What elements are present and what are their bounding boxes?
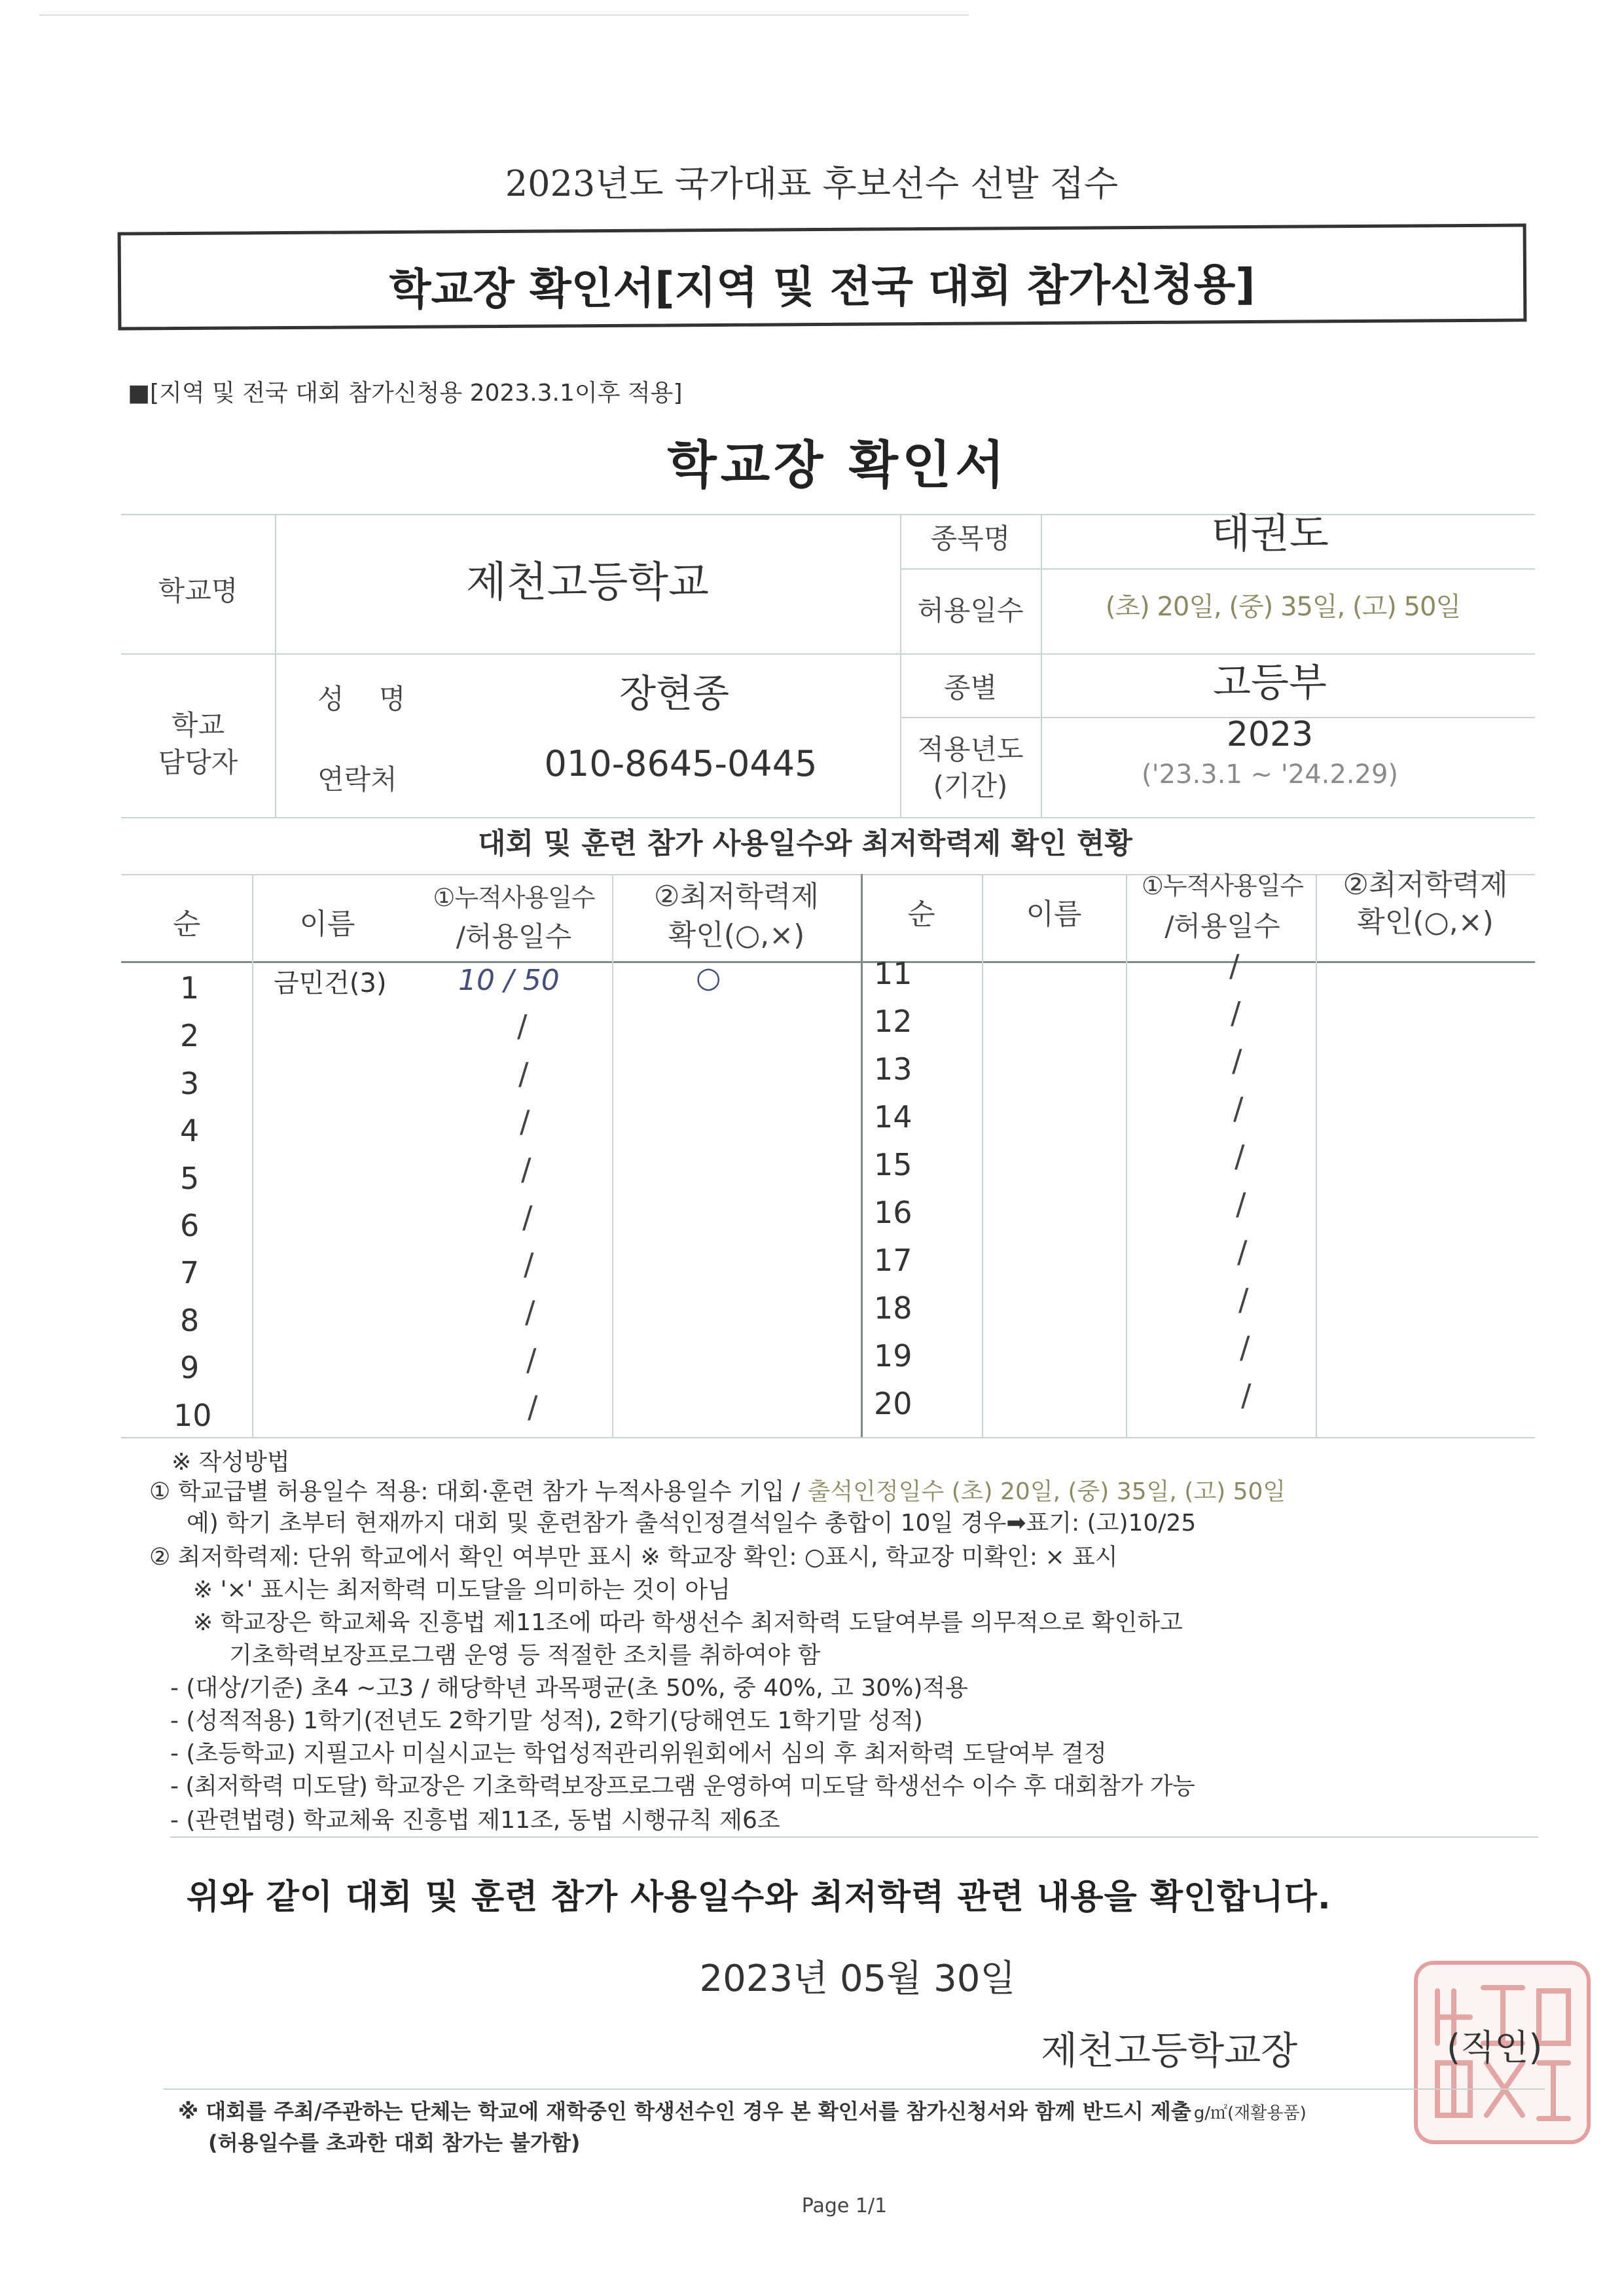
- row-days-slash: /: [1233, 1091, 1244, 1126]
- header-days-right-1: ①누적사용일수: [1141, 871, 1304, 900]
- row-number: 3: [180, 1066, 200, 1101]
- header-days-left-1: ①누적사용일수: [433, 883, 595, 912]
- instruction-line-2: 예) 학기 초부터 현재까지 대회 및 훈련참가 출석인정결석일수 총합이 10일 경우➡표기: (고)10/25: [187, 1510, 1197, 1537]
- row-days-slash: /: [520, 1104, 530, 1139]
- row-days-slash: /: [1232, 1043, 1242, 1078]
- row-days-slash: /: [517, 1008, 528, 1044]
- roster-table-line: [252, 874, 253, 1437]
- footer-divider: [164, 2088, 1545, 2090]
- roster-table-line: [612, 874, 613, 1437]
- row-number: 17: [874, 1243, 912, 1278]
- top-heading: 2023년도 국가대표 후보선수 선발 접수: [505, 163, 1119, 204]
- manager-label-line1: 학교: [171, 709, 225, 741]
- status-title: 대회 및 훈련 참가 사용일수와 최저학력제 확인 현황: [478, 827, 1132, 860]
- row-number: 11: [874, 956, 912, 991]
- row-number: 1: [180, 970, 200, 1006]
- header-no-left: 순: [172, 907, 201, 941]
- row-days-slash: /: [1238, 1282, 1249, 1317]
- info-table-line: [900, 568, 1535, 570]
- row-days-slash: /: [1231, 995, 1241, 1030]
- instructions-divider: [170, 1836, 1538, 1838]
- row-days-slash: /: [521, 1152, 532, 1187]
- row-number: 16: [874, 1195, 912, 1230]
- principal-signature-line: 제천고등학교장: [1041, 2028, 1298, 2073]
- row-number: 9: [180, 1350, 200, 1385]
- row-number: 12: [874, 1004, 912, 1039]
- instruction-line-5: ※ 학교장은 학교체육 진흥법 제11조에 따라 학생선수 최저학력 도달여부를 의무적으로 확인하고: [193, 1609, 1183, 1636]
- row-number: 20: [874, 1386, 912, 1421]
- instruction-line-4: ※ '×' 표시는 최저학력 미도달을 의미하는 것이 아님: [193, 1576, 731, 1603]
- header-check-left-2: 확인(○,×): [668, 919, 805, 952]
- row-days-slash: /: [518, 1056, 529, 1091]
- row-days-slash: /: [1235, 1139, 1245, 1174]
- instruction-line-3: ② 최저학력제: 단위 학교에서 확인 여부만 표시 ※ 학교장 확인: ○표시, 학교장 미확인: × 표시: [149, 1544, 1118, 1571]
- row-name: 금민건(3): [274, 968, 387, 998]
- row-days-slash: /: [522, 1199, 533, 1235]
- roster-table-line: [861, 874, 863, 1437]
- instruction-line-9: - (초등학교) 지필고사 미실시교는 학업성적관리위원회에서 심의 후 최저학력 도달여부 결정: [170, 1740, 1107, 1767]
- row-days-slash: /: [524, 1247, 534, 1282]
- issue-date: 2023년 05월 30일: [699, 1958, 1016, 2000]
- row-number: 13: [874, 1051, 912, 1087]
- row-days-slash: /: [526, 1342, 537, 1377]
- header-check-left-1: ②최저학력제: [654, 880, 819, 913]
- school-name-value: 제천고등학교: [466, 558, 709, 607]
- row-number: 8: [180, 1303, 200, 1338]
- header-check-right-1: ②최저학력제: [1343, 868, 1508, 902]
- instruction-line-10: - (최저학력 미도달) 학교장은 기초학력보장프로그램 운영하여 미도달 학생선수 이수 후 대회참가 가능: [170, 1773, 1195, 1800]
- applicability-note: ■[지역 및 전국 대회 참가신청용 2023.3.1이후 적용]: [128, 380, 683, 407]
- row-number: 6: [180, 1208, 200, 1243]
- instruction-line-6: 기초학력보장프로그램 운영 등 적절한 조치를 취하여야 함: [229, 1642, 821, 1669]
- footer-note-1: [178, 2095, 1307, 2125]
- year-period: ('23.3.1 ~ '24.2.29): [1141, 759, 1399, 790]
- year-label-line2: (기간): [933, 770, 1008, 802]
- instruction-line-1: [149, 1473, 1286, 1506]
- row-number: 15: [874, 1147, 912, 1182]
- header-name-left: 이름: [299, 907, 355, 941]
- row-days-slash: /: [525, 1294, 535, 1330]
- row-number: 14: [874, 1099, 912, 1135]
- row-days-slash: /: [1236, 1186, 1246, 1222]
- sport-label: 종목명: [930, 522, 1011, 555]
- person-name-value: 장현종: [619, 671, 730, 716]
- info-table-line: [121, 817, 1535, 818]
- row-days-slash: /: [1240, 1330, 1250, 1365]
- division-value: 고등부: [1213, 660, 1327, 706]
- title-box-text: 학교장 확인서[지역 및 전국 대회 참가신청용]: [389, 259, 1255, 316]
- scan-edge-line: [39, 14, 969, 16]
- row-number: 2: [180, 1018, 200, 1053]
- instruction-line-11: - (관련법령) 학교체육 진흥법 제11조, 동법 시행규칙 제6조: [170, 1807, 780, 1834]
- row-check-handwritten: ○: [696, 961, 721, 994]
- row-days-slash: /: [1241, 1377, 1252, 1413]
- contact-label: 연락처: [317, 763, 397, 795]
- school-name-label: 학교명: [158, 575, 238, 607]
- row-days-slash: /: [1237, 1234, 1248, 1269]
- confirmation-text: 위와 같이 대회 및 훈련 참가 사용일수와 최저학력 관련 내용을 확인합니다.: [187, 1878, 1331, 1917]
- allowed-days-value: (초) 20일, (중) 35일, (고) 50일: [1105, 592, 1461, 622]
- allowed-days-label: 허용일수: [917, 594, 1024, 627]
- roster-table-line: [121, 1437, 1535, 1438]
- document-title: 학교장 확인서: [667, 436, 1009, 495]
- year-value: 2023: [1226, 715, 1314, 754]
- row-days-slash: /: [528, 1389, 538, 1425]
- header-days-left-2: /허용일수: [456, 920, 572, 953]
- division-label: 종별: [943, 672, 998, 704]
- year-label-line1: 적용년도: [917, 733, 1024, 765]
- roster-table-line: [982, 874, 983, 1437]
- row-days-slash: /: [1229, 948, 1240, 983]
- row-number: 4: [180, 1113, 200, 1148]
- instruction-line-7: - (대상/기준) 초4 ~고3 / 해당학년 과목평균(초 50%, 중 40%, 고 30%)적용: [170, 1675, 968, 1702]
- instruction-line-1-highlight: 출석인정일수 (초) 20일, (중) 35일, (고) 50일: [807, 1478, 1286, 1505]
- seal-mark-text: (직인): [1447, 2027, 1543, 2068]
- row-days-handwritten: 10 / 50: [458, 964, 560, 997]
- header-name-right: 이름: [1026, 898, 1082, 931]
- paper-spec: g/㎡(재활용품): [1193, 2104, 1307, 2123]
- row-number: 7: [180, 1255, 200, 1290]
- roster-table-line: [1316, 874, 1317, 1437]
- title-box: [118, 223, 1527, 330]
- page-number: Page 1/1: [801, 2195, 888, 2217]
- instructions-heading: ※ 작성방법: [171, 1449, 290, 1476]
- person-name-label: 성 명: [317, 683, 406, 715]
- sport-value: 태권도: [1211, 509, 1329, 557]
- manager-label-line2: 담당자: [158, 746, 238, 778]
- header-no-right: 순: [907, 898, 935, 931]
- row-number: 5: [180, 1161, 200, 1196]
- roster-table-line: [1126, 874, 1127, 1437]
- footer-note-1-text: ※ 대회를 주최/주관하는 단체는 학교에 재학중인 학생선수인 경우 본 확인서를 참가신청서와 함께 반드시 제출: [178, 2099, 1191, 2124]
- row-number: 10: [173, 1398, 212, 1433]
- instruction-line-1-text: ① 학교급별 허용일수 적용: 대회·훈련 참가 누적사용일수 기입 /: [149, 1478, 801, 1505]
- header-days-right-2: /허용일수: [1164, 910, 1280, 942]
- row-number: 18: [874, 1290, 912, 1326]
- instruction-line-8: - (성적적용) 1학기(전년도 2학기말 성적), 2학기(당해연도 1학기말 성적): [170, 1707, 923, 1734]
- contact-value: 010-8645-0445: [544, 743, 818, 784]
- row-number: 19: [874, 1338, 912, 1374]
- footer-note-2: (허용일수를 초과한 대회 참가는 불가함): [208, 2130, 581, 2155]
- header-check-right-2: 확인(○,×): [1357, 905, 1494, 939]
